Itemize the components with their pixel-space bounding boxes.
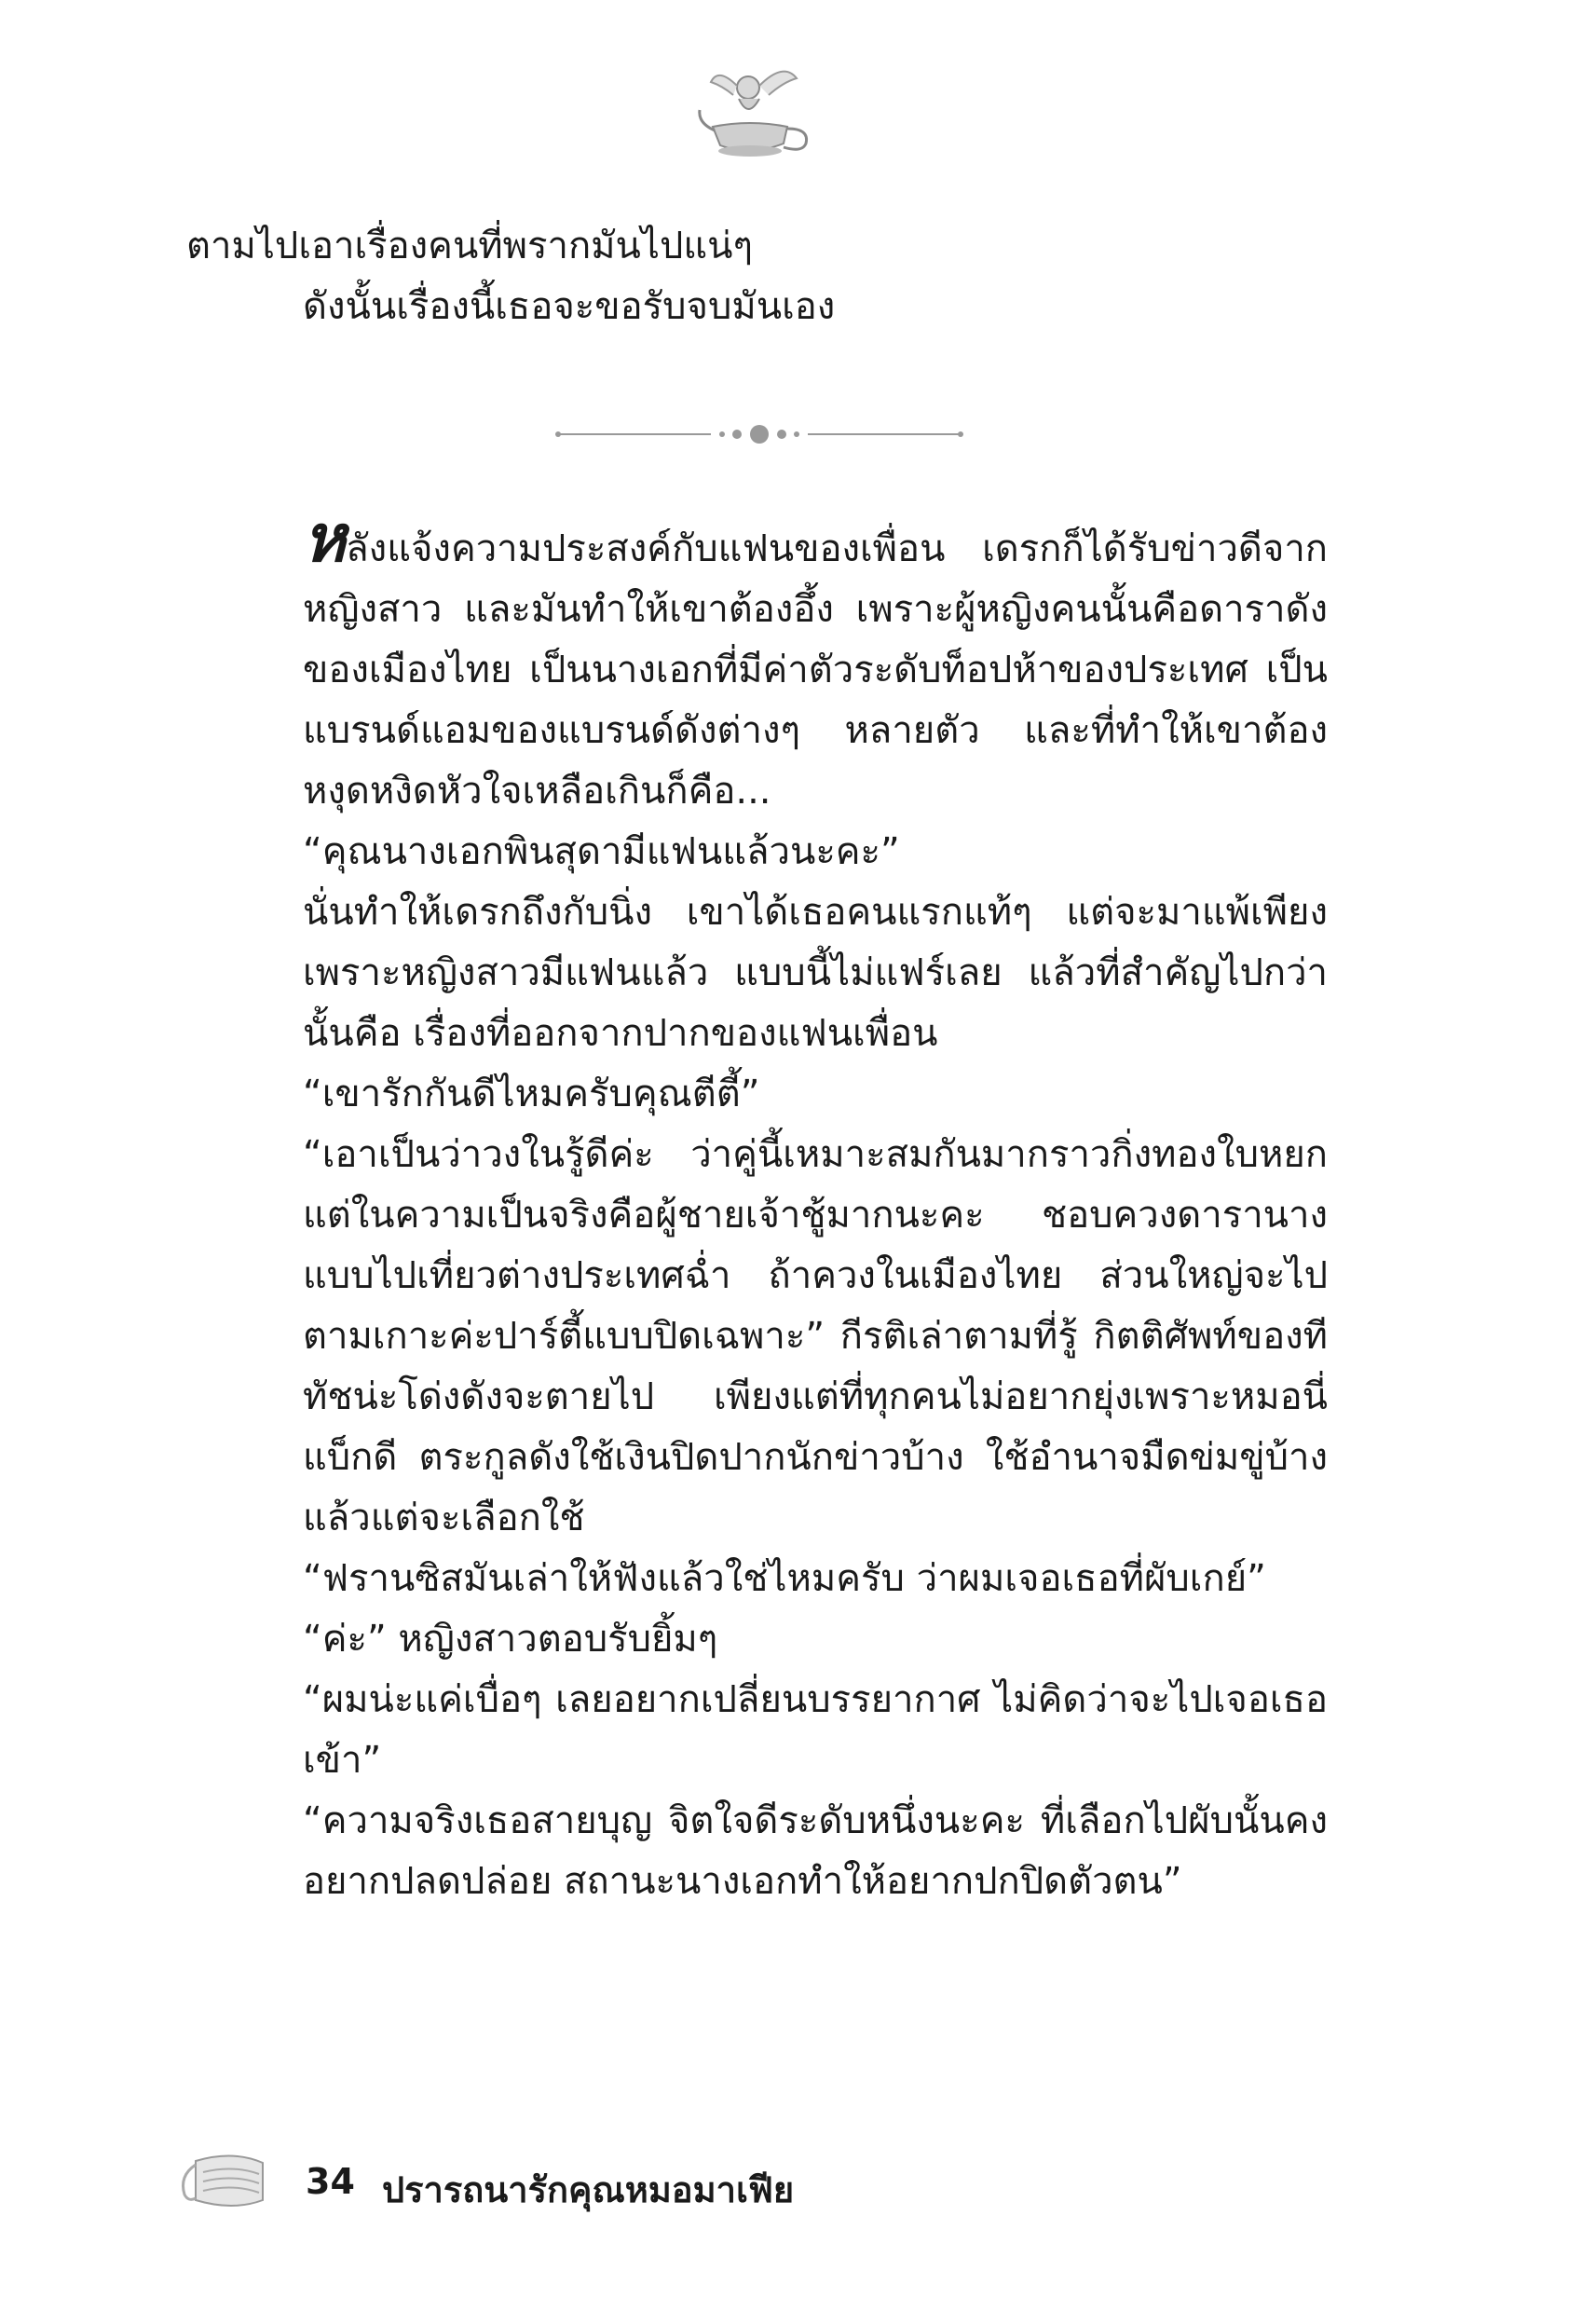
paragraph: “เอาเป็นว่าวงในรู้ดีค่ะ ว่าคู่นี้เหมาะสมกันมากราวกิ่งทองใบหยก แต่ในความเป็นจริงคือผู้ชายเจ้าชู้มากนะคะ ชอบควงดารานางแบบไปเที่ยวต่างประเทศฉ่ำ ถ้าควงในเมืองไทย ส่วนใหญ่จะไปตามเกาะค่ะปาร์ตี้แบบปิดเฉพาะ” กีรติเล่าตามที่รู้ กิตติศัพท์ของทีทัชน่ะโด่งดังจะตายไป เพียงแต่ที่ทุกคนไม่อยากยุ่งเพราะหมอนี่แบ็กดี ตระกูลดังใช้เงินปิดปากนักข่าวบ้าง ใช้อำนาจมืดข่มขู่บ้าง แล้วแต่จะเลือกใช้ bbox=[303, 1133, 1328, 1539]
body-text bbox=[186, 216, 1328, 1912]
intro-line: ตามไปเอาเรื่องคนที่พรากมันไปแน่ๆ bbox=[186, 225, 754, 267]
paragraph: “ความจริงเธอสายบุญ จิตใจดีระดับหนึ่งนะคะ ที่เลือกไปผับนั้นคงอยากปลดปล่อย สถานะนางเอกทำให้อยากปกปิดตัวตน” bbox=[303, 1799, 1328, 1903]
page-number: 34 bbox=[306, 2161, 355, 2202]
book-title: ปรารถนารักคุณหมอมาเฟีย bbox=[382, 2169, 795, 2210]
paragraph: “ผมน่ะแค่เบื่อๆ เลยอยากเปลี่ยนบรรยากาศ ไม่คิดว่าจะไปเจอเธอเข้า” bbox=[303, 1678, 1328, 1782]
paragraph: “ค่ะ” หญิงสาวตอบรับยิ้มๆ bbox=[303, 1618, 718, 1661]
section-divider-ornament bbox=[554, 421, 964, 447]
face-mask-icon bbox=[177, 2148, 270, 2213]
cupid-teapot-ornament-icon bbox=[694, 54, 815, 166]
paragraph: “เขารักกันดีไหมครับคุณตีตี้” bbox=[303, 1073, 760, 1115]
paragraph: “ฟรานซิสมันเล่าให้ฟังแล้วใช่ไหมครับ ว่าผมเจอเธอที่ผับเกย์” bbox=[303, 1557, 1266, 1600]
paragraph: นั่นทำให้เดรกถึงกับนิ่ง เขาได้เธอคนแรกแท้ๆ แต่จะมาแพ้เพียงเพราะหญิงสาวมีแฟนแล้ว แบบนี้ไม่แฟร์เลย แล้วที่สำคัญไปกว่านั้นคือ เรื่องที่ออกจากปากของแฟนเพื่อน bbox=[303, 891, 1328, 1055]
paragraph: “คุณนางเอกพินสุดามีแฟนแล้วนะคะ” bbox=[303, 830, 900, 873]
intro-line: ดังนั้นเรื่องนี้เธอจะขอรับจบมันเอง bbox=[303, 285, 836, 328]
paragraph-text: ลังแจ้งความประสงค์กับแฟนของเพื่อน เดรกก็ได้รับข่าวดีจากหญิงสาว และมันทำให้เขาต้องอึ้ง เพราะผู้หญิงคนนั้นคือดาราดังของเมืองไทย เป็นนางเอกที่มีค่าตัวระดับท็อปห้าของประเทศ เป็นแบรนด์แอมของแบรนด์ดังต่างๆ หลายตัว และที่ทำให้เขาต้องหงุดหงิดหัวใจเหลือเกินก็คือ... bbox=[303, 527, 1328, 813]
page-footer bbox=[177, 2148, 922, 2213]
paragraph bbox=[186, 500, 1328, 822]
drop-cap: ห bbox=[303, 500, 347, 577]
